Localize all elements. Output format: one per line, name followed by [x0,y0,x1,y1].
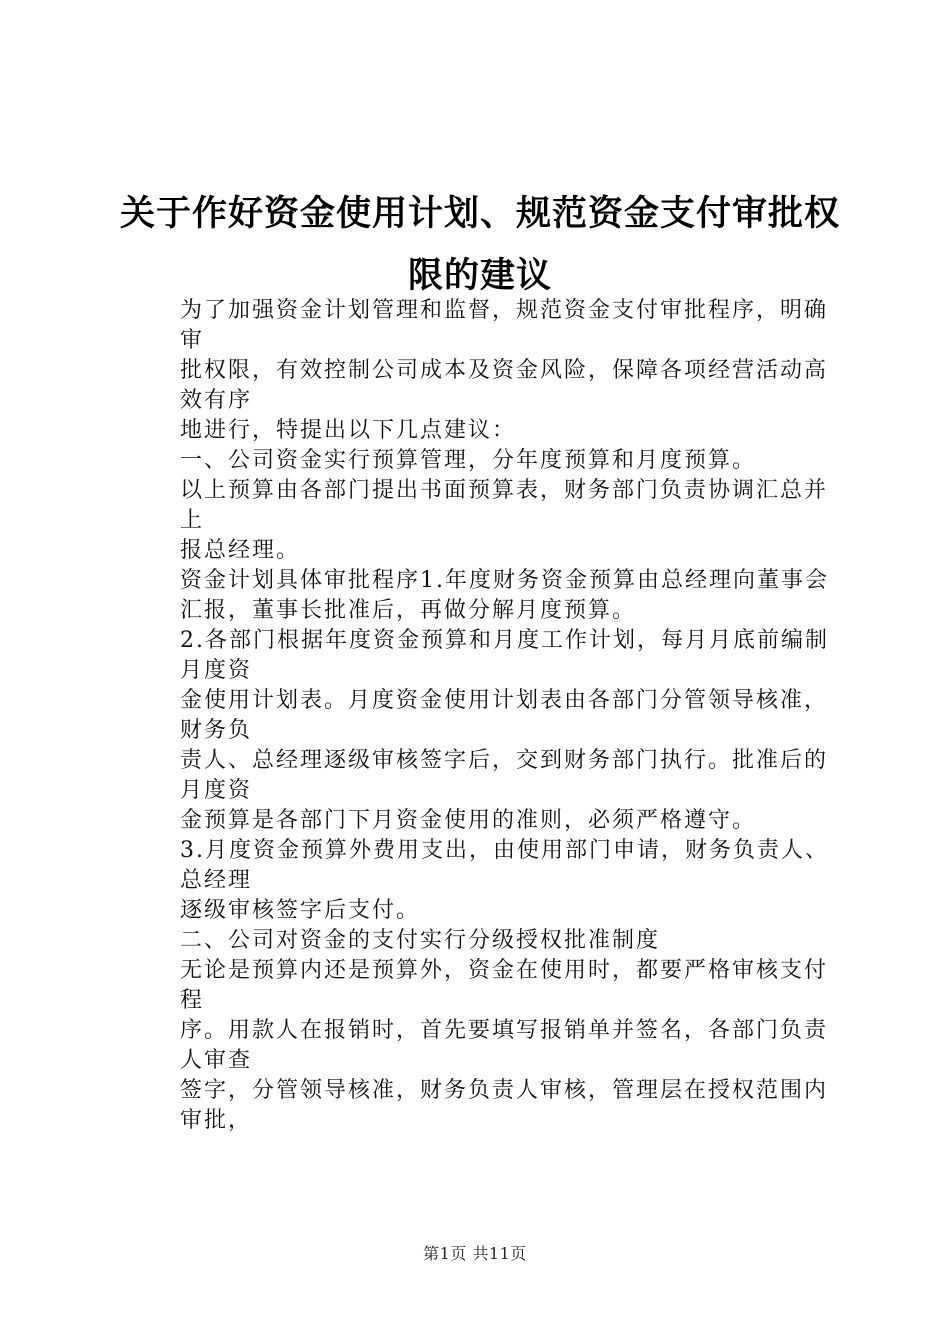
body-paragraph: 资金计划具体审批程序1.年度财务资金预算由总经理向董事会 [180,568,829,593]
body-paragraph: 序。用款人在报销时，首先要填写报销单并签名，各部门负责人审查 [180,1018,829,1073]
body-paragraph: 二、公司对资金的支付实行分级授权批准制度 [180,928,661,953]
body-paragraph: 为了加强资金计划管理和监督，规范资金支付审批程序，明确审 [180,298,829,353]
document-body [128,296,833,1136]
body-paragraph: 地进行，特提出以下几点建议： [180,418,517,443]
body-paragraph: 金使用计划表。月度资金使用计划表由各部门分管领导核准，财务负 [180,688,829,743]
body-paragraph: 2.各部门根据年度资金预算和月度工作计划，每月月底前编制月度资 [180,628,829,683]
title-line-2: 限的建议 [407,256,552,296]
body-paragraph: 金预算是各部门下月资金使用的准则，必须严格遵守。 [180,808,757,833]
body-paragraph: 责人、总经理逐级审核签字后，交到财务部门执行。批准后的月度资 [180,748,829,803]
body-paragraph: 逐级审核签字后支付。 [180,898,421,923]
body-paragraph: 3.月度资金预算外费用支出，由使用部门申请，财务负责人、总经理 [180,838,829,893]
document-title [120,183,840,307]
title-line-1: 关于作好资金使用计划、规范资金支付审批权 [120,194,841,234]
body-paragraph: 批权限，有效控制公司成本及资金风险，保障各项经营活动高效有序 [180,358,829,413]
body-paragraph: 以上预算由各部门提出书面预算表，财务部门负责协调汇总并上 [180,478,829,533]
body-paragraph: 一、公司资金实行预算管理，分年度预算和月度预算。 [180,448,757,473]
body-paragraph: 汇报，董事长批准后，再做分解月度预算。 [180,598,637,623]
body-paragraph: 无论是预算内还是预算外，资金在使用时，都要严格审核支付程 [180,958,829,1013]
body-paragraph: 签字，分管领导核准，财务负责人审核，管理层在授权范围内审批， [180,1078,829,1133]
page-footer: 第1页 共11页 [423,1244,527,1263]
body-paragraph: 报总经理。 [180,538,301,563]
